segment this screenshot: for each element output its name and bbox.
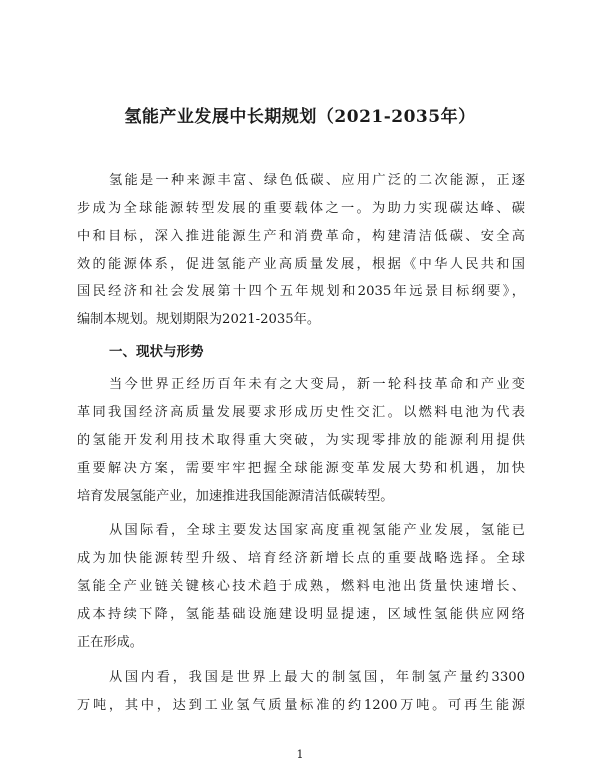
paragraph-1-line: 效的能源体系，促进氢能产业高质量发展，根据《中华人民共和国 — [77, 257, 525, 272]
paragraph-3-line: 氢能全产业链关键核心技术趋于成熟，燃料电池出货量快速增长、 — [77, 579, 525, 594]
paragraph-3-line: 成为加快能源转型升级、培育经济新增长点的重要战略选择。全球 — [77, 551, 525, 566]
paragraph-1-line: 中和目标，深入推进能源生产和消费革命，构建清洁低碳、安全高 — [77, 229, 525, 244]
paragraph-2-line: 重要解决方案，需要牢牢把握全球能源变革发展大势和机遇，加快 — [77, 461, 525, 476]
paragraph-4-line: 万吨，其中，达到工业氢气质量标准的约1200万吨。可再生能源 — [77, 698, 525, 713]
paragraph-2-line: 革同我国经济高质量发展要求形成历史性交汇。以燃料电池为代表 — [77, 405, 525, 420]
paragraph-3-line: 从国际看，全球主要发达国家高度重视氢能产业发展，氢能已 — [109, 523, 525, 538]
paragraph-1-line: 氢能是一种来源丰富、绿色低碳、应用广泛的二次能源，正逐 — [109, 173, 525, 188]
paragraph-3-line: 成本持续下降，氢能基础设施建设明显提速，区域性氢能供应网络 — [77, 607, 525, 622]
page-number: 1 — [296, 748, 304, 761]
paragraph-2-line: 培育发展氢能产业，加速推进我国能源清洁低碳转型。 — [77, 489, 394, 504]
paragraph-2-line: 当今世界正经历百年未有之大变局，新一轮科技革命和产业变 — [109, 377, 525, 392]
paragraph-4-line: 从国内看，我国是世界上最大的制氢国，年制氢产量约3300 — [109, 670, 525, 685]
document-title: 氢能产业发展中长期规划（2021-2035年） — [124, 107, 476, 127]
section-heading: 一、现状与形势 — [109, 344, 204, 360]
paragraph-1-line: 步成为全球能源转型发展的重要载体之一。为助力实现碳达峰、碳 — [77, 201, 525, 216]
paragraph-3-line: 正在形成。 — [77, 635, 143, 650]
paragraph-1-line: 编制本规划。规划期限为2021-2035年。 — [77, 312, 321, 327]
paragraph-1-line: 国民经济和社会发展第十四个五年规划和2035年远景目标纲要》， — [77, 284, 525, 299]
paragraph-2-line: 的氢能开发利用技术取得重大突破，为实现零排放的能源利用提供 — [77, 433, 525, 448]
